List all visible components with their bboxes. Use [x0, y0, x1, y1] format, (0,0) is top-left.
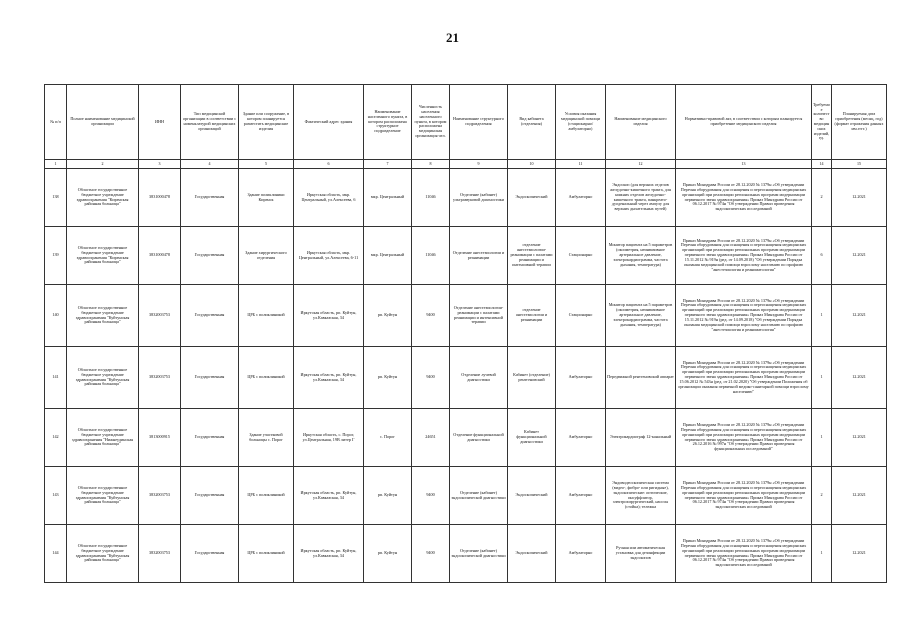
cabinet: отделение анестезиологии и реанимации [508, 285, 556, 347]
unit: Отделение функциональной диагностики [450, 409, 508, 467]
building: ЦРБ с поликлиникой [239, 467, 294, 525]
column-number: 7 [364, 160, 412, 169]
purchase-date: 12.2021 [832, 525, 887, 583]
locality: рп. Куйтун [364, 525, 412, 583]
conditions: Амбулаторно [556, 409, 606, 467]
device: Электрокардиограф 12-канальный [606, 409, 676, 467]
building: Здание участковой больницы с. Порог [239, 409, 294, 467]
inn: 3832003753 [139, 467, 181, 525]
purchase-date: 12.2021 [832, 467, 887, 525]
header-cell: Здание или сооружение, в котором планируется разместить медицинские изделия [239, 85, 294, 160]
table-row [45, 409, 887, 467]
conditions: Стационарно [556, 285, 606, 347]
table-row [45, 169, 887, 227]
cabinet: Эндоскопический [508, 467, 556, 525]
legal-act: Приказ Минздрава России от 28.12.2020 № 1379н «Об утверждении Перечня оборудования для оснащения и переоснащения медицинских организаций при реализации региональных программ модернизации первичного звена здравоохранения» Приказ Минздрава России от 15.06.2012 № 543н (ред. от 21.02.2020) "Об утверждении Положения об организации оказания первичной медико-санитарной помощи взрослому населению" [676, 347, 812, 409]
device: Передвижной рентгеновский аппарат [606, 347, 676, 409]
row-number: 142 [45, 409, 67, 467]
header-cell: ИНН [139, 85, 181, 160]
table-row [45, 227, 887, 285]
header-cell: Численность населения населенного пункта, в котором расположена медицинская организация чел. [412, 85, 450, 160]
header-cell: Нормативно-правовой акт, в соответствии с которым планируется приобретение медицинского изделия [676, 85, 812, 160]
address: Иркутская область, рп. Куйтун, ул.Кавказская, 34 [294, 285, 364, 347]
column-number: 3 [139, 160, 181, 169]
unit: Отделение (кабинет) ультразвуковой диагностики [450, 169, 508, 227]
org-name: Областное государственное бюджетное учреждение здравоохранения "Куйтунская районная больница" [67, 525, 139, 583]
column-number: 8 [412, 160, 450, 169]
purchase-date: 12.2021 [832, 169, 887, 227]
cabinet: Кабинет функциональной диагностики [508, 409, 556, 467]
row-number: 144 [45, 525, 67, 583]
purchase-date: 12.2021 [832, 409, 887, 467]
address: Иркутская область, мкр. Центральный, ул.Алексеева, 6 [294, 169, 364, 227]
column-number: 10 [508, 160, 556, 169]
quantity: 1 [812, 285, 832, 347]
device: Монитор пациента на 5 параметров (оксиметрия, неинвазивное артериальное давление, электрокардиограмма, частота дыхания, температура) [606, 227, 676, 285]
unit: Отделение (кабинет) эндоскопической диагностики [450, 467, 508, 525]
column-number: 4 [181, 160, 239, 169]
address: Иркутская область, рп. Куйтун, ул.Кавказская, 34 [294, 347, 364, 409]
inn: 3832003753 [139, 347, 181, 409]
legal-act: Приказ Минздрава России от 28.12.2020 № 1379н «Об утверждении Перечня оборудования для оснащения и переоснащения медицинских организаций при реализации региональных программ модернизации первичного звена здравоохранения» Приказ Минздрава России от 06.12.2017 № 974н "Об утверждении Правил проведения эндоскопических исследований [676, 169, 812, 227]
inn: 3831000478 [139, 169, 181, 227]
table-row [45, 467, 887, 525]
inn: 3832003753 [139, 285, 181, 347]
locality: рп. Куйтун [364, 467, 412, 525]
population: 11046 [412, 227, 450, 285]
quantity: 2 [812, 467, 832, 525]
device: Монитор пациента на 5 параметров (оксиметрия, неинвазивное артериальное давление, электрокардиограмма, частота дыхания, температура) [606, 285, 676, 347]
column-number: 12 [606, 160, 676, 169]
building: Здание поликлиники Киренск [239, 169, 294, 227]
org-type: Государственная [181, 285, 239, 347]
building: ЦРБ с поликлиникой [239, 285, 294, 347]
header-cell: Наименование структурного подразделения [450, 85, 508, 160]
population: 9400 [412, 285, 450, 347]
column-number: 14 [812, 160, 832, 169]
table-row [45, 285, 887, 347]
header-cell: Условия оказания медицинской помощи (стационарно/амбулаторно) [556, 85, 606, 160]
locality: рп. Куйтун [364, 347, 412, 409]
org-type: Государственная [181, 409, 239, 467]
address: Иркутская область, рп. Куйтун, ул.Кавказская, 34 [294, 525, 364, 583]
locality: рп. Куйтун [364, 285, 412, 347]
header-cell: Вид кабинета (отделения) [508, 85, 556, 160]
cabinet: Эндоскопический [508, 525, 556, 583]
quantity: 6 [812, 227, 832, 285]
quantity: 1 [812, 347, 832, 409]
column-number: 1 [45, 160, 67, 169]
org-name: Областное государственное бюджетное учреждение здравоохранения "Куйтунская районная больница" [67, 285, 139, 347]
column-number: 9 [450, 160, 508, 169]
address: Иркутская область, мкр. Центральный, ул.Алексеева, 6-11 [294, 227, 364, 285]
conditions: Амбулаторно [556, 169, 606, 227]
org-name: Областное государственное бюджетное учреждение здравоохранения "Куйтунская районная больница" [67, 347, 139, 409]
population: 9400 [412, 347, 450, 409]
row-number: 139 [45, 227, 67, 285]
column-number: 6 [294, 160, 364, 169]
locality: с. Порог [364, 409, 412, 467]
page-number: 21 [446, 30, 459, 45]
conditions: Стационарно [556, 227, 606, 285]
quantity: 2 [812, 169, 832, 227]
header-cell: Тип медицинской организации в соответствии с номенклатурой медицинских организаций [181, 85, 239, 160]
header-cell: Полное наименование медицинской организации [67, 85, 139, 160]
header-cell: Наименование медицинского изделия [606, 85, 676, 160]
population: 9400 [412, 525, 450, 583]
column-number: 15 [832, 160, 887, 169]
equipment-table [44, 84, 887, 583]
org-name: Областное государственное бюджетное учреждение здравоохранения "Киренская районная больница" [67, 227, 139, 285]
device: Ручная или автоматическая установка для дезинфекции эндоскопов [606, 525, 676, 583]
population: 9400 [412, 467, 450, 525]
header-row [45, 85, 887, 160]
row-number: 141 [45, 347, 67, 409]
org-name: Областное государственное бюджетное учреждение здравоохранения "Киренская районная больница" [67, 169, 139, 227]
org-type: Государственная [181, 525, 239, 583]
unit: Отделение анестезиологии и реанимации [450, 227, 508, 285]
table-row [45, 347, 887, 409]
purchase-date: 12.2021 [832, 347, 887, 409]
column-number: 13 [676, 160, 812, 169]
header-cell: Планируемая дата приобретения (месяц, год) (формат отражения данных мм.гггг.) [832, 85, 887, 160]
quantity: 1 [812, 409, 832, 467]
row-number: 138 [45, 169, 67, 227]
column-number: 11 [556, 160, 606, 169]
legal-act: Приказ Минздрава России от 28.12.2020 № 1379н «Об утверждении Перечня оборудования для оснащения и переоснащения медицинских организаций при реализации региональных программ модернизации первичного звена здравоохранения» Приказ Минздрава России от 15.11.2012 № 919н (ред. от 14.09.2018) "Об утверждении Порядка оказания медицинской помощи взрослому населению по профилю "анестезиология и реаниматология" [676, 285, 812, 347]
building: Здание хирургического отделения [239, 227, 294, 285]
org-name: Областное государственное бюджетное учреждение здравоохранения "Куйтунская районная больница" [67, 467, 139, 525]
row-number: 143 [45, 467, 67, 525]
locality: мкр. Центральный [364, 227, 412, 285]
header-cell: № п/п [45, 85, 67, 160]
conditions: Амбулаторно [556, 467, 606, 525]
unit: Отделение (кабинет) эндоскопической диагностики [450, 525, 508, 583]
org-type: Государственная [181, 169, 239, 227]
legal-act: Приказ Минздрава России от 28.12.2020 № 1379н «Об утверждении Перечня оборудования для оснащения и переоснащения медицинских организаций при реализации региональных программ модернизации первичного звена здравоохранения» Приказ Минздрава России от 26.12.2016 № 997н "Об утверждении Правил проведения функциональных исследований" [676, 409, 812, 467]
legal-act: Приказ Минздрава России от 28.12.2020 № 1379н «Об утверждении Перечня оборудования для оснащения и переоснащения медицинских организаций при реализации региональных программ модернизации первичного звена здравоохранения» Приказ Минздрава России от 15.11.2012 № 919н (ред. от 14.09.2018) "Об утверждении Порядка оказания медицинской помощи взрослому населению по профилю "анестезиология и реаниматология" [676, 227, 812, 285]
column-number-row [45, 160, 887, 169]
legal-act: Приказ Минздрава России от 28.12.2020 № 1379н «Об утверждении Перечня оборудования для оснащения и переоснащения медицинских организаций при реализации региональных программ модернизации первичного звена здравоохранения» Приказ Минздрава России от 06.12.2017 № 974н "Об утверждении Правил проведения эндоскопических исследований [676, 525, 812, 583]
device: Эндоскоп (для верхних отделов желудочно-кишечного тракта, для нижних отделов желудочно-кишечного тракта, панкреато-дуоденальный через ампулу для верхних дыхательных путей) [606, 169, 676, 227]
building: ЦРБ с поликлиникой [239, 525, 294, 583]
header-cell: Фактический адрес здания [294, 85, 364, 160]
device: Эндовидеоскопическая система (видео-, фибро- или ригидные), эндоскопические: оптические, инсуффлятор, электрохирургический, насосы (стойка); тележка [606, 467, 676, 525]
conditions: Амбулаторно [556, 347, 606, 409]
column-number: 5 [239, 160, 294, 169]
inn: 3832003753 [139, 525, 181, 583]
row-number: 140 [45, 285, 67, 347]
address: Иркутская область, рп. Куйтун, ул.Кавказская, 34 [294, 467, 364, 525]
legal-act: Приказ Минздрава России от 28.12.2020 № 1379н «Об утверждении Перечня оборудования для оснащения и переоснащения медицинских организаций при реализации региональных программ модернизации первичного звена здравоохранения» Приказ Минздрава России от 06.12.2017 № 974н "Об утверждении Правил проведения эндоскопических исследований [676, 467, 812, 525]
cabinet: Кабинет (отделение) рентгеновский [508, 347, 556, 409]
header-cell: Наименование населенного пункта, в котором расположена структурное подразделение [364, 85, 412, 160]
population: 11046 [412, 169, 450, 227]
purchase-date: 12.2021 [832, 285, 887, 347]
purchase-date: 12.2021 [832, 227, 887, 285]
org-type: Государственная [181, 347, 239, 409]
org-type: Государственная [181, 227, 239, 285]
population: 24651 [412, 409, 450, 467]
locality: мкр. Центральный [364, 169, 412, 227]
org-name: Областное государственное бюджетное учреждение здравоохранения "Нижнеудинская районная больница" [67, 409, 139, 467]
column-number: 2 [67, 160, 139, 169]
unit: Отделение анестезиологии-реанимации с палатами реанимации и интенсивной терапии [450, 285, 508, 347]
inn: 3831000478 [139, 227, 181, 285]
table-row [45, 525, 887, 583]
address: Иркутская область, с. Порог, ул.Центральная, 19В литер Г [294, 409, 364, 467]
building: ЦРБ с поликлиникой [239, 347, 294, 409]
cabinet: отделение анестезиологии-реанимации с палатами реанимации и интенсивной терапии [508, 227, 556, 285]
inn: 3813000915 [139, 409, 181, 467]
org-type: Государственная [181, 467, 239, 525]
conditions: Амбулаторно [556, 525, 606, 583]
cabinet: Эндоскопический [508, 169, 556, 227]
quantity: 1 [812, 525, 832, 583]
unit: Отделение лучевой диагностики [450, 347, 508, 409]
header-cell: Требуемое количество медицинских изделий, ед. [812, 85, 832, 160]
